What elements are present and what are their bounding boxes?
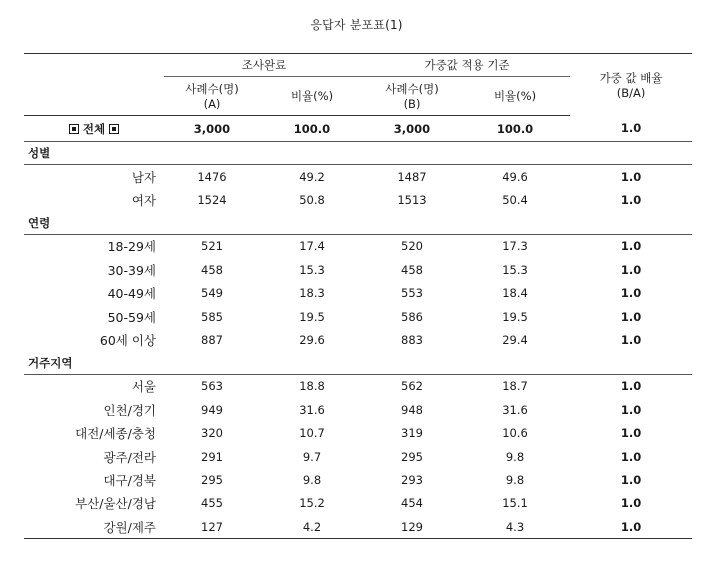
row-ratio-b: 4.3: [460, 515, 570, 539]
row-multiplier: 1.0: [620, 239, 642, 254]
header-count-b-sub: (B): [403, 97, 421, 111]
row-label: 18-29세: [107, 239, 156, 255]
row-ratio-b: 31.6: [502, 402, 528, 417]
total-row: [24, 116, 692, 142]
row-count-a: 949: [201, 402, 223, 417]
row-ratio-a: 29.6: [299, 333, 325, 348]
header-group-weighted: 가중값 적용 기준: [364, 54, 570, 77]
table-row: [24, 374, 692, 398]
header-count-a-sub: (A): [203, 97, 221, 111]
row-ratio-a: 9.8: [302, 472, 322, 487]
row-count-b: 562: [401, 379, 423, 394]
table-row: [24, 282, 692, 305]
row-count-b: 883: [401, 333, 423, 348]
row-ratio-b: 19.5: [502, 309, 528, 324]
row-ratio-a: 18.3: [299, 286, 325, 301]
table-row: [24, 305, 692, 328]
table-row: [24, 188, 692, 211]
row-multiplier: 1.0: [620, 286, 642, 301]
row-label: 강원/제주: [24, 515, 164, 539]
header-empty-cell: [24, 77, 164, 116]
row-multiplier: 1.0: [620, 309, 642, 324]
row-ratio-a: 17.4: [299, 239, 325, 254]
section-header-row: [24, 142, 692, 165]
row-label: 50-59세: [107, 309, 156, 325]
row-count-a: 455: [201, 496, 223, 511]
total-count-b: 3,000: [364, 116, 460, 142]
table-row: [24, 468, 692, 491]
row-label: 남자: [131, 169, 156, 185]
table-row: [24, 234, 692, 258]
row-ratio-a: 15.3: [299, 262, 325, 277]
row-ratio-a: 10.7: [299, 426, 325, 441]
row-label: 서울: [131, 379, 156, 395]
row-multiplier: 1.0: [620, 379, 642, 394]
row-ratio-b: 18.4: [502, 286, 528, 301]
row-count-b: 520: [401, 239, 423, 254]
row-multiplier: 1.0: [570, 515, 692, 539]
row-multiplier: 1.0: [620, 472, 642, 487]
total-label-cell: [24, 116, 164, 142]
row-count-b: 295: [401, 449, 423, 464]
distribution-table: [24, 53, 692, 539]
section-header-row: [24, 352, 692, 375]
square-bullet-icon: [69, 124, 79, 134]
section-header-row: [24, 212, 692, 235]
row-ratio-b: 49.6: [502, 169, 528, 184]
row-count-b: 454: [401, 496, 423, 511]
row-ratio-a: 19.5: [299, 309, 325, 324]
row-count-b: 586: [401, 309, 423, 324]
row-label: 30-39세: [107, 262, 156, 278]
section-label: 거주지역: [24, 352, 692, 375]
table-row: [24, 165, 692, 189]
row-count-b: 129: [364, 515, 460, 539]
row-label: 60세 이상: [99, 333, 156, 349]
row-multiplier: 1.0: [620, 402, 642, 417]
row-multiplier: 1.0: [620, 449, 642, 464]
row-count-a: 295: [201, 472, 223, 487]
row-count-a: 1524: [197, 193, 227, 208]
total-label: 전체: [82, 121, 106, 136]
total-ratio-a: 100.0: [260, 116, 364, 142]
row-multiplier: 1.0: [620, 426, 642, 441]
row-count-b: 458: [401, 262, 423, 277]
header-row-1: [24, 54, 692, 77]
row-label: 여자: [131, 193, 156, 209]
row-count-b: 293: [401, 472, 423, 487]
row-count-a: 291: [201, 449, 223, 464]
row-ratio-a: 50.8: [299, 193, 325, 208]
row-ratio-a: 31.6: [299, 402, 325, 417]
table-row: [24, 445, 692, 468]
table-row: [24, 422, 692, 445]
row-count-b: 553: [401, 286, 423, 301]
row-ratio-b: 9.8: [505, 472, 525, 487]
row-count-a: 521: [201, 239, 223, 254]
row-count-b: 319: [401, 426, 423, 441]
row-multiplier: 1.0: [620, 193, 642, 208]
row-label: 부산/울산/경남: [75, 496, 156, 512]
square-bullet-icon: [109, 124, 119, 134]
row-ratio-a: 49.2: [299, 169, 325, 184]
section-label: 성별: [24, 142, 692, 165]
header-ratio-a: 비율(%): [260, 77, 364, 116]
row-multiplier: 1.0: [620, 496, 642, 511]
header-count-b: [364, 77, 460, 116]
row-ratio-a: 18.8: [299, 379, 325, 394]
row-ratio-a: 4.2: [260, 515, 364, 539]
table-row: [24, 328, 692, 351]
row-label: 대전/세종/충청: [75, 426, 156, 442]
row-ratio-b: 18.7: [502, 379, 528, 394]
row-ratio-b: 15.1: [502, 496, 528, 511]
row-count-a: 458: [201, 262, 223, 277]
row-count-a: 127: [164, 515, 260, 539]
table-row: [24, 258, 692, 281]
header-count-b-label: 사례수(명): [385, 82, 439, 96]
header-count-a-label: 사례수(명): [185, 82, 239, 96]
section-label: 연령: [24, 212, 692, 235]
row-ratio-b: 15.3: [502, 262, 528, 277]
row-count-b: 948: [401, 402, 423, 417]
row-label: 대구/경북: [103, 472, 156, 488]
header-ratio-b: 비율(%): [460, 77, 570, 116]
row-count-a: 563: [201, 379, 223, 394]
row-label: 광주/전라: [103, 449, 156, 465]
row-ratio-b: 17.3: [502, 239, 528, 254]
total-count-a: 3,000: [164, 116, 260, 142]
row-multiplier: 1.0: [620, 169, 642, 184]
header-multiplier-sub: (B/A): [616, 85, 646, 100]
table-body: [24, 116, 692, 539]
header-multiplier: [570, 54, 692, 116]
page-title: 응답자 분포표(1): [310, 18, 403, 32]
row-count-b: 1513: [397, 193, 427, 208]
row-multiplier: 1.0: [620, 333, 642, 348]
row-count-a: 1476: [197, 169, 227, 184]
row-ratio-b: 9.8: [505, 449, 525, 464]
table-row: [24, 515, 692, 539]
header-empty-cell: [24, 54, 164, 77]
header-multiplier-label: 가중 값 배율: [599, 70, 663, 85]
row-ratio-a: 15.2: [299, 496, 325, 511]
row-count-a: 320: [201, 426, 223, 441]
row-ratio-a: 9.7: [302, 449, 322, 464]
row-ratio-b: 50.4: [502, 193, 528, 208]
header-count-a: [164, 77, 260, 116]
total-multiplier: 1.0: [570, 116, 692, 142]
row-count-a: 585: [201, 309, 223, 324]
row-multiplier: 1.0: [620, 262, 642, 277]
total-ratio-b: 100.0: [460, 116, 570, 142]
row-label: 인천/경기: [103, 402, 156, 418]
table-row: [24, 492, 692, 515]
header-group-survey-complete: 조사완료: [164, 54, 364, 77]
row-ratio-b: 29.4: [502, 333, 528, 348]
row-ratio-b: 10.6: [502, 426, 528, 441]
table-row: [24, 398, 692, 421]
row-count-a: 549: [201, 286, 223, 301]
row-count-b: 1487: [397, 169, 427, 184]
row-count-a: 887: [201, 333, 223, 348]
row-label: 40-49세: [107, 286, 156, 302]
